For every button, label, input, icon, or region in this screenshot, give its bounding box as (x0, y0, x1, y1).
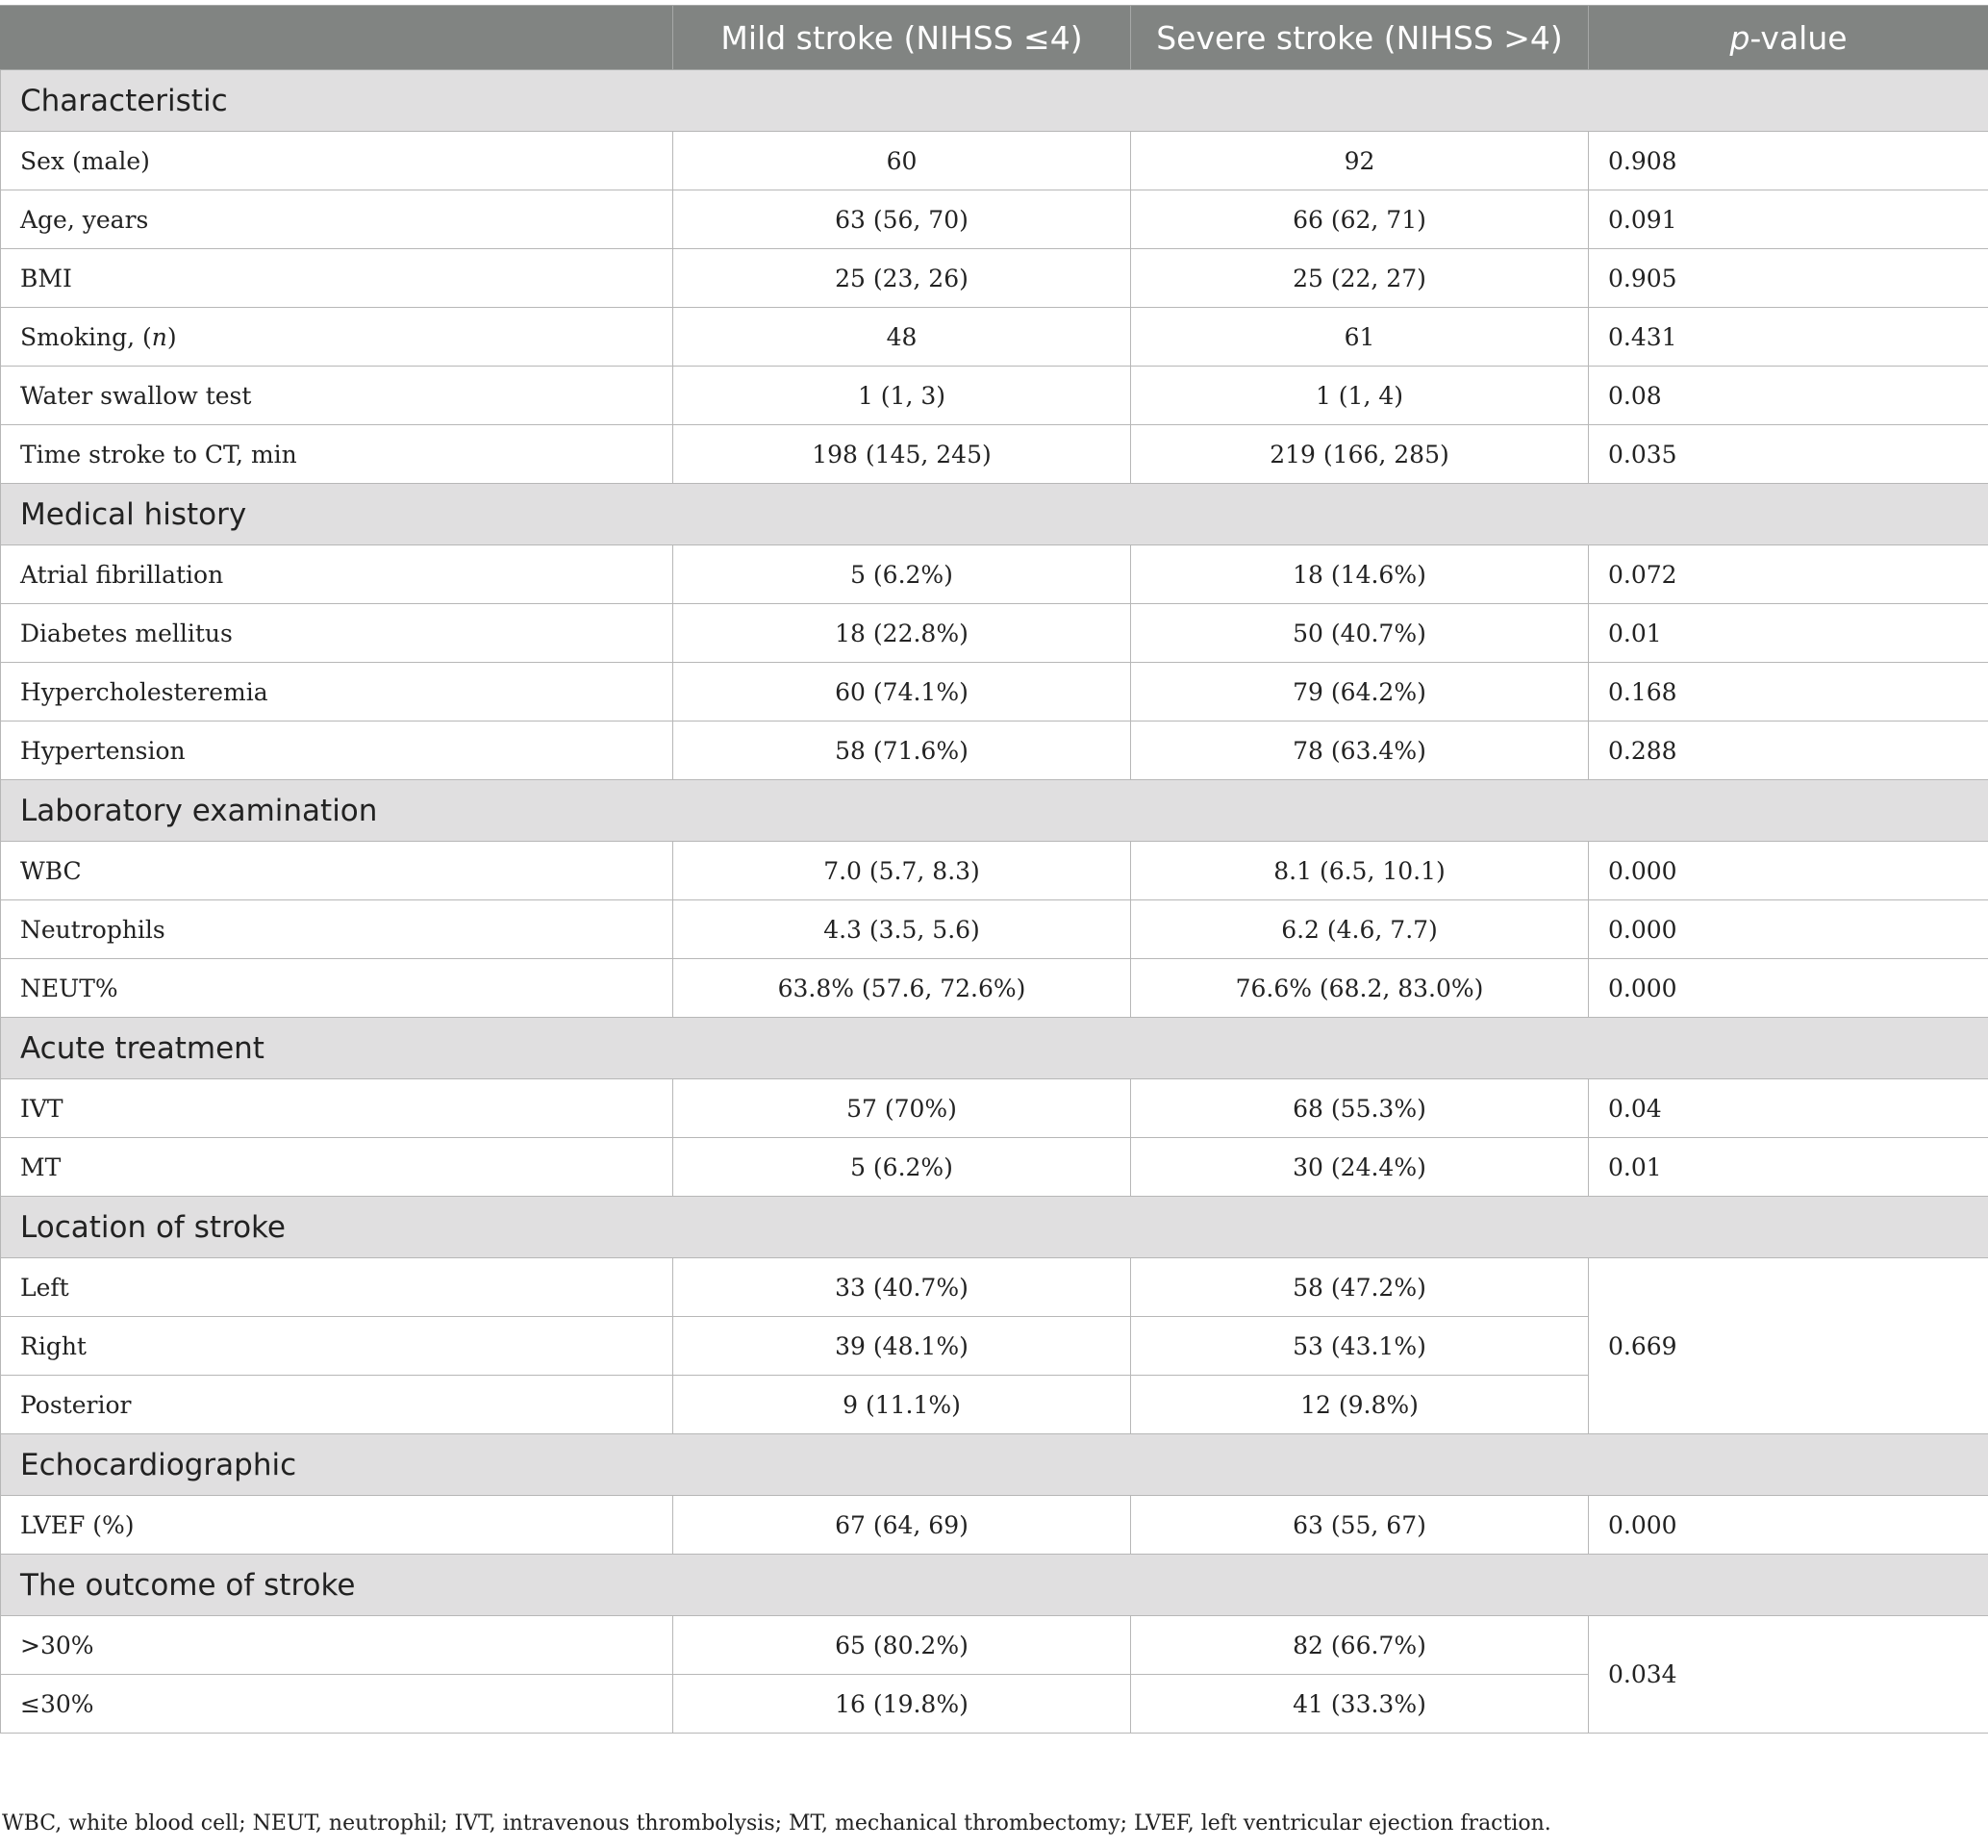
p-value: 0.905 (1589, 249, 1988, 308)
section-row-outcome (1, 1555, 1988, 1616)
row-label: WBC (1, 842, 673, 900)
header-mild-stroke: Mild stroke (NIHSS ≤4) (673, 6, 1131, 70)
p-value: 0.431 (1589, 308, 1988, 367)
label-prefix: Smoking, ( (20, 322, 152, 351)
mild-value: 33 (40.7%) (673, 1258, 1131, 1317)
severe-value: 92 (1131, 132, 1589, 190)
section-row-location (1, 1197, 1988, 1258)
mild-value: 63 (56, 70) (673, 190, 1131, 249)
severe-value: 53 (43.1%) (1131, 1317, 1589, 1376)
table-row (1, 1138, 1988, 1197)
severe-value: 18 (14.6%) (1131, 545, 1589, 604)
mild-value: 48 (673, 308, 1131, 367)
mild-value: 58 (71.6%) (673, 721, 1131, 780)
row-label: >30% (1, 1616, 673, 1675)
table-row (1, 249, 1988, 308)
section-row-laboratory (1, 780, 1988, 842)
row-label: ≤30% (1, 1675, 673, 1734)
table-row (1, 545, 1988, 604)
section-row-echocardiographic (1, 1434, 1988, 1496)
mild-value: 9 (11.1%) (673, 1376, 1131, 1434)
mild-value: 63.8% (57.6, 72.6%) (673, 959, 1131, 1018)
p-value: 0.01 (1589, 1138, 1988, 1197)
header-severe-stroke: Severe stroke (NIHSS >4) (1131, 6, 1589, 70)
row-label: Time stroke to CT, min (1, 425, 673, 484)
mild-value: 18 (22.8%) (673, 604, 1131, 663)
header-row (1, 6, 1988, 70)
mild-value: 60 (673, 132, 1131, 190)
header-p-italic: p (1729, 18, 1750, 57)
row-label: BMI (1, 249, 673, 308)
p-value: 0.168 (1589, 663, 1988, 721)
severe-value: 41 (33.3%) (1131, 1675, 1589, 1734)
severe-value: 6.2 (4.6, 7.7) (1131, 900, 1589, 959)
p-value: 0.000 (1589, 959, 1988, 1018)
p-value: 0.04 (1589, 1079, 1988, 1138)
header-empty-cell (1, 6, 673, 70)
table-row (1, 308, 1988, 367)
mild-value: 57 (70%) (673, 1079, 1131, 1138)
severe-value: 25 (22, 27) (1131, 249, 1589, 308)
p-value: 0.08 (1589, 367, 1988, 425)
section-title: Laboratory examination (1, 780, 1988, 842)
label-suffix: ) (166, 322, 177, 351)
row-label: Age, years (1, 190, 673, 249)
stroke-characteristics-table (0, 5, 1988, 1734)
mild-value: 4.3 (3.5, 5.6) (673, 900, 1131, 959)
section-title: Characteristic (1, 70, 1988, 132)
p-value-merged: 0.669 (1589, 1258, 1988, 1434)
table-row (1, 842, 1988, 900)
section-title: The outcome of stroke (1, 1555, 1988, 1616)
mild-value: 198 (145, 245) (673, 425, 1131, 484)
table-row (1, 663, 1988, 721)
p-value: 0.000 (1589, 1496, 1988, 1555)
row-label: Diabetes mellitus (1, 604, 673, 663)
row-label: Hypertension (1, 721, 673, 780)
row-label: Right (1, 1317, 673, 1376)
table-row (1, 425, 1988, 484)
row-label: Water swallow test (1, 367, 673, 425)
table-row (1, 604, 1988, 663)
mild-value: 65 (80.2%) (673, 1616, 1131, 1675)
table-row (1, 1079, 1988, 1138)
table-row (1, 1616, 1988, 1675)
severe-value: 30 (24.4%) (1131, 1138, 1589, 1197)
table-row (1, 1258, 1988, 1317)
table-row (1, 721, 1988, 780)
table-footnote: WBC, white blood cell; NEUT, neutrophil; IVT, intravenous thrombolysis; MT, mechanical thrombectomy; LVEF, left ventricular ejection fraction. (2, 1811, 1551, 1835)
row-label: Left (1, 1258, 673, 1317)
p-value: 0.035 (1589, 425, 1988, 484)
table-row (1, 367, 1988, 425)
severe-value: 58 (47.2%) (1131, 1258, 1589, 1317)
severe-value: 78 (63.4%) (1131, 721, 1589, 780)
table-row (1, 132, 1988, 190)
p-value: 0.000 (1589, 900, 1988, 959)
mild-value: 5 (6.2%) (673, 1138, 1131, 1197)
label-italic-n: n (151, 322, 167, 351)
severe-value: 79 (64.2%) (1131, 663, 1589, 721)
row-label (1, 308, 673, 367)
severe-value: 1 (1, 4) (1131, 367, 1589, 425)
severe-value: 12 (9.8%) (1131, 1376, 1589, 1434)
p-value: 0.01 (1589, 604, 1988, 663)
table-row (1, 190, 1988, 249)
row-label: Sex (male) (1, 132, 673, 190)
section-row-medical-history (1, 484, 1988, 545)
mild-value: 7.0 (5.7, 8.3) (673, 842, 1131, 900)
mild-value: 16 (19.8%) (673, 1675, 1131, 1734)
severe-value: 63 (55, 67) (1131, 1496, 1589, 1555)
p-value: 0.091 (1589, 190, 1988, 249)
p-value: 0.288 (1589, 721, 1988, 780)
header-p-value (1589, 6, 1988, 70)
severe-value: 68 (55.3%) (1131, 1079, 1589, 1138)
row-label: NEUT% (1, 959, 673, 1018)
mild-value: 67 (64, 69) (673, 1496, 1131, 1555)
row-label: Posterior (1, 1376, 673, 1434)
severe-value: 219 (166, 285) (1131, 425, 1589, 484)
severe-value: 66 (62, 71) (1131, 190, 1589, 249)
table-row (1, 1496, 1988, 1555)
section-row-characteristic (1, 70, 1988, 132)
severe-value: 76.6% (68.2, 83.0%) (1131, 959, 1589, 1018)
row-label: Neutrophils (1, 900, 673, 959)
mild-value: 39 (48.1%) (673, 1317, 1131, 1376)
section-title: Medical history (1, 484, 1988, 545)
row-label: LVEF (%) (1, 1496, 673, 1555)
severe-value: 82 (66.7%) (1131, 1616, 1589, 1675)
mild-value: 1 (1, 3) (673, 367, 1131, 425)
header-p-rest: -value (1749, 18, 1848, 57)
severe-value: 61 (1131, 308, 1589, 367)
section-title: Echocardiographic (1, 1434, 1988, 1496)
mild-value: 5 (6.2%) (673, 545, 1131, 604)
table-row (1, 900, 1988, 959)
severe-value: 50 (40.7%) (1131, 604, 1589, 663)
p-value: 0.000 (1589, 842, 1988, 900)
p-value-merged: 0.034 (1589, 1616, 1988, 1734)
mild-value: 60 (74.1%) (673, 663, 1131, 721)
p-value: 0.908 (1589, 132, 1988, 190)
row-label: IVT (1, 1079, 673, 1138)
severe-value: 8.1 (6.5, 10.1) (1131, 842, 1589, 900)
mild-value: 25 (23, 26) (673, 249, 1131, 308)
row-label: Hypercholesteremia (1, 663, 673, 721)
row-label: Atrial fibrillation (1, 545, 673, 604)
section-title: Location of stroke (1, 1197, 1988, 1258)
row-label: MT (1, 1138, 673, 1197)
p-value: 0.072 (1589, 545, 1988, 604)
section-row-acute-treatment (1, 1018, 1988, 1079)
section-title: Acute treatment (1, 1018, 1988, 1079)
table-row (1, 959, 1988, 1018)
